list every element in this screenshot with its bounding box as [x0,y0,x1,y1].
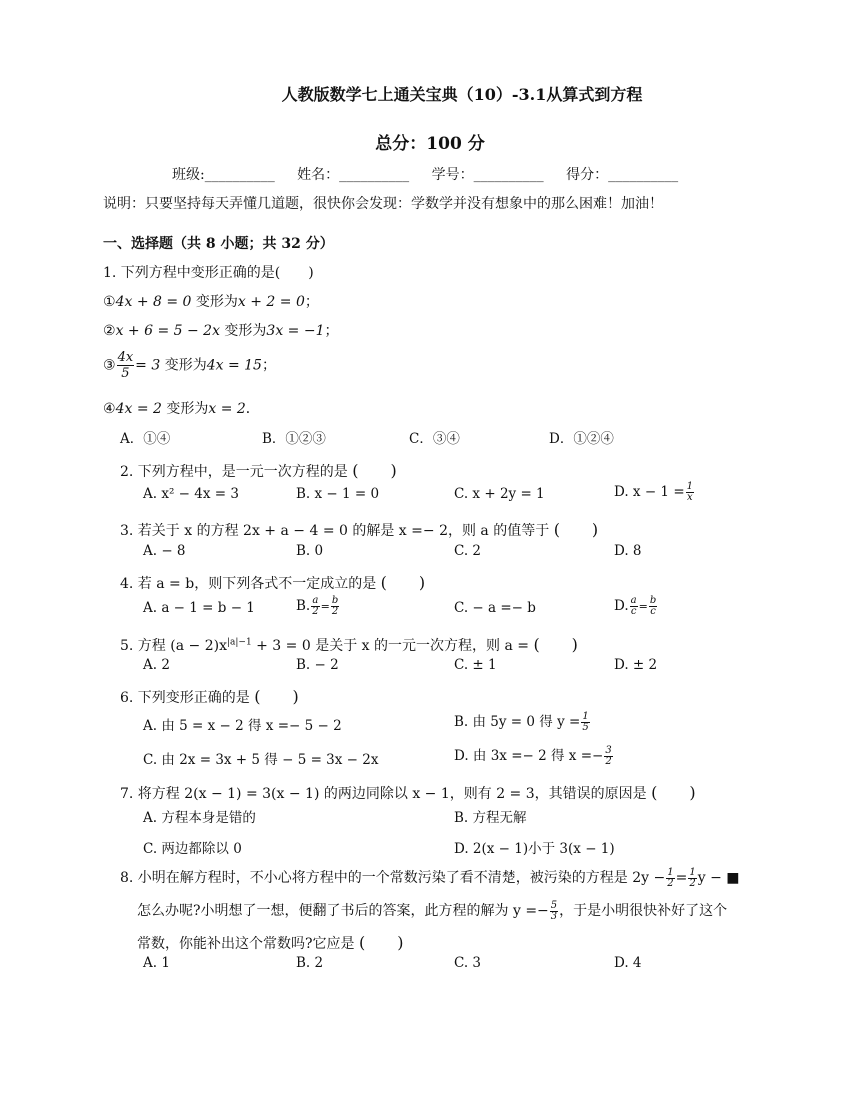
question-6-option-b[interactable]: B. 由 5y = 0 得 y = $\frac{1}{5}$ [454,711,589,733]
question-5-stem: 5. 方程 $(a - 2)x^{|a|-1} + 3 = 0$ 是关于 x 的一元一次方程，则 a = ( ) [120,635,578,654]
grade-field: 得分：__________ [566,167,679,183]
question-5-option-d[interactable]: D. ± 2 [614,657,658,673]
question-5-option-c[interactable]: C. ± 1 [454,657,497,673]
question-6-option-d[interactable]: D. 由 3x =− 2 得 x =− $\frac{3}{2}$ [454,745,612,767]
question-7-stem: 7. 将方程 2(x − 1) = 3(x − 1) 的两边同除以 x − 1，则有 2 = 3，其错误的原因是 ( ) [120,783,696,802]
fraction: $\frac{1}{2}$ [689,866,696,889]
question-7-option-c[interactable]: C. 两边都除以 0 [143,841,242,857]
question-8-option-c[interactable]: C. 3 [454,955,482,971]
fraction: $\frac{b}{2}$ [331,595,339,617]
question-8-option-b[interactable]: B. 2 [296,955,324,971]
question-1-item-2: ②x + 6 = 5 − 2x 变形为3x = −1； [103,323,339,339]
question-4-stem: 4. 若 a = b，则下列各式不一定成立的是 ( ) [120,573,426,592]
question-8-line-2: 怎么办呢?小明想了一想，便翻了书后的答案，此方程的解为 y =− $\frac{5}{3}$ ，于是小明很快补好了这个 [137,899,728,922]
question-6-option-a[interactable]: A. 由 5 = x − 2 得 x =− 5 − 2 [143,718,342,734]
fraction: $\frac{3}{2}$ [605,745,612,767]
question-3-option-c[interactable]: C. 2 [454,543,482,559]
question-8-option-a[interactable]: A. 1 [143,955,170,971]
fraction: $\frac{b}{c}$ [649,595,657,617]
question-6-option-c[interactable]: C. 由 2x = 3x + 5 得 − 5 = 3x − 2x [143,752,379,768]
question-1-option-b[interactable]: B．①②③ [262,431,326,447]
question-4-option-b[interactable]: B. $\frac{a}{2}$ = $\frac{b}{2}$ [296,595,339,617]
question-2-stem: 2. 下列方程中，是一元一次方程的是 ( ) [120,461,397,480]
instruction-note: 说明：只要坚持每天弄懂几道题，很快你会发现：学数学并没有想象中的那么困难！加油！ [103,196,663,212]
question-7-option-b[interactable]: B. 方程无解 [454,810,527,826]
student-info-row [172,164,696,184]
fraction: $\frac{1}{5}$ [582,711,589,733]
question-3-option-b[interactable]: B. 0 [296,543,324,559]
question-1-option-a[interactable]: A．①④ [120,431,171,447]
question-7-option-d[interactable]: D. 2(x − 1)小于 3(x − 1) [454,841,615,857]
fraction: $\frac{4x}{5}$ [117,350,134,381]
fraction: $\frac{a}{2}$ [312,595,319,617]
question-4-option-d[interactable]: D. $\frac{a}{c}$ = $\frac{b}{c}$ [614,595,657,617]
question-6-stem: 6. 下列变形正确的是 ( ) [120,687,299,706]
question-2-option-a[interactable]: A. x² − 4x = 3 [143,486,239,502]
fraction: $\frac{1}{x}$ [686,481,693,503]
question-3-option-a[interactable]: A. − 8 [143,543,186,559]
question-1-option-c[interactable]: C．③④ [409,431,460,447]
name-field: 姓名：__________ [297,167,410,183]
page-title: 人教版数学七上通关宝典（10）-3.1从算式到方程 [281,85,643,104]
question-7-option-a[interactable]: A. 方程本身是错的 [143,810,256,826]
question-5-option-b[interactable]: B. − 2 [296,657,339,673]
student-id-field: 学号：__________ [431,167,544,183]
fraction: $\frac{a}{c}$ [630,595,637,617]
total-score: 总分：100 分 [375,134,485,154]
question-2-option-d[interactable]: D. x − 1 = $\frac{1}{x}$ [614,481,693,503]
question-8-line-1: 8. 小明在解方程时，不小心将方程中的一个常数污染了看不清楚，被污染的方程是 2y − $\frac{1}{2}$ = $\frac{1}{2}$ y − ■ [120,866,740,889]
question-5-option-a[interactable]: A. 2 [143,657,170,673]
question-1-stem: 1. 下列方程中变形正确的是( ) [103,265,314,281]
question-8-line-3: 常数，你能补出这个常数吗?它应是 ( ) [137,933,404,952]
question-2-option-c[interactable]: C. x + 2y = 1 [454,486,545,502]
question-1-option-d[interactable]: D．①②④ [549,431,614,447]
class-field: 班级:__________ [172,167,275,183]
question-4-option-a[interactable]: A. a − 1 = b − 1 [143,600,255,616]
question-3-stem: 3. 若关于 x 的方程 2x + a − 4 = 0 的解是 x =− 2，则 a 的值等于 ( ) [120,520,599,539]
question-2-option-b[interactable]: B. x − 1 = 0 [296,486,380,502]
section-heading: 一、选择题（共 8 小题；共 32 分） [103,236,334,252]
fraction: $\frac{1}{2}$ [667,866,674,889]
question-1-item-4: ④4x = 2 变形为x = 2． [103,401,260,417]
question-3-option-d[interactable]: D. 8 [614,543,642,559]
question-8-option-d[interactable]: D. 4 [614,955,642,971]
question-4-option-c[interactable]: C. − a =− b [454,600,536,616]
question-1-item-1: ①4x + 8 = 0 变形为x + 2 = 0； [103,294,319,310]
fraction: $\frac{5}{3}$ [550,899,558,922]
question-1-item-3: ③ $\frac{4x}{5}$ = 3 变形为4x = 15； [103,350,276,381]
